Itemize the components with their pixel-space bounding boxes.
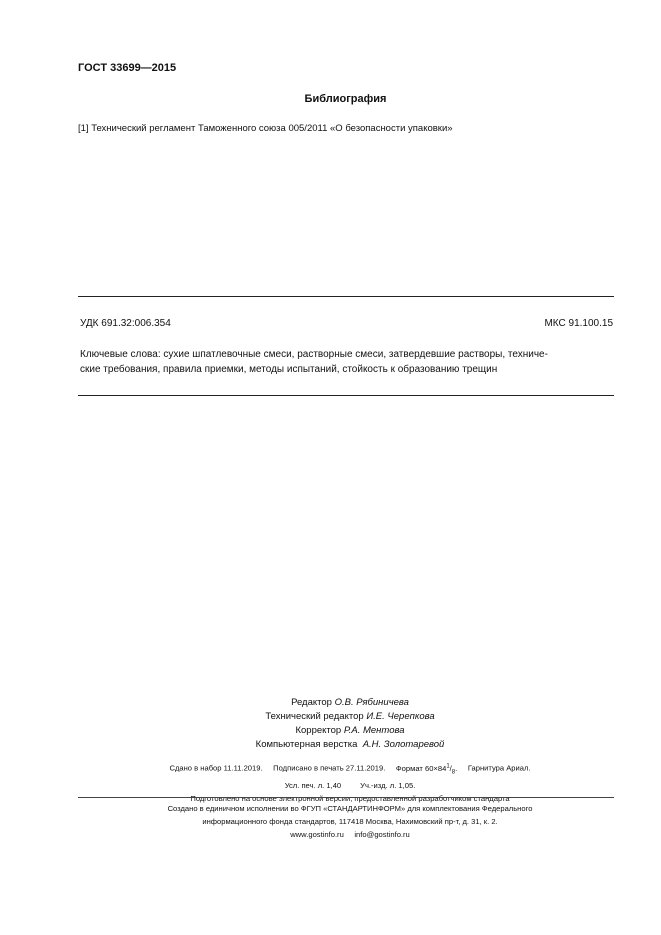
divider-bottom [78, 797, 614, 798]
credit-editor [200, 696, 500, 710]
imprint-line-1 [90, 760, 610, 779]
imprint-typeset-date: Сдано в набор 11.11.2019. [169, 763, 263, 773]
keywords-line-2: ские требования, правила приемки, методы испытаний, стойкость к образованию трещин [80, 363, 498, 375]
credit-name: А.Н. Золотаревой [362, 739, 445, 750]
imprint-print-date: Подписано в печать 27.11.2019. [273, 763, 386, 773]
imprint-format-sub: 8 [451, 769, 456, 776]
mks-code: МКС 91.100.15 [544, 318, 613, 329]
imprint-print-sheets: Усл. печ. л. 1,40 [284, 781, 342, 791]
credit-role: Корректор [295, 725, 342, 736]
keywords-line-1: Ключевые слова: сухие шпатлевочные смеси, растворные смеси, затвердевшие растворы, техниче- [80, 349, 548, 360]
bibliography-item [78, 123, 453, 134]
document-code: ГОСТ 33699—2015 [78, 62, 177, 74]
credit-name: Р.А. Ментова [343, 725, 405, 736]
email-link[interactable]: info@gostinfo.ru [354, 830, 410, 839]
footer-block [90, 802, 610, 841]
credit-tech-editor [200, 710, 500, 724]
credits-block [200, 696, 500, 752]
bibliography-ref: [1] [78, 123, 89, 134]
footer-contacts [90, 828, 610, 841]
bibliography-title: Библиография [304, 93, 387, 105]
credit-name: И.Е. Черепкова [366, 711, 435, 722]
imprint-format-sup: 1 [446, 763, 450, 769]
credit-proofreader [200, 724, 500, 738]
imprint-typeface: Гарнитура Ариал. [467, 763, 531, 773]
credit-role: Редактор [291, 697, 332, 708]
imprint-format-text: Формат 60×84 [395, 763, 447, 773]
footer-line-1: Создано в единичном исполнении во ФГУП «СТАНДАРТИНФОРМ» для комплектования Федерального [167, 804, 533, 813]
imprint-format-suffix: . [455, 763, 458, 773]
credit-role: Компьютерная верстка [255, 739, 358, 750]
imprint-format: Формат $60\times 84^1/_8$. [395, 763, 458, 776]
udk-code: УДК 691.32:006.354 [80, 318, 171, 329]
website-link[interactable]: www.gostinfo.ru [290, 830, 344, 839]
imprint-line-3: Подготовлено на основе электронной версии, предоставленной разработчиком стандарта [190, 794, 510, 804]
imprint-line-2 [90, 779, 610, 792]
footer-line-2: информационного фонда стандартов, 117418 Москва, Нахимовский пр-т, д. 31, к. 2. [202, 817, 498, 826]
credit-layout [200, 738, 500, 752]
divider-middle [78, 395, 614, 396]
keywords-block [80, 348, 613, 377]
imprint-block [90, 760, 610, 805]
credit-name: О.В. Рябиничева [334, 697, 409, 708]
divider-top [78, 296, 614, 297]
credit-role: Технический редактор [265, 711, 364, 722]
bibliography-text: Технический регламент Таможенного союза 005/2011 «О безопасности упаковки» [91, 123, 453, 134]
imprint-publ-sheets: Уч.-изд. л. 1,05. [360, 781, 416, 791]
